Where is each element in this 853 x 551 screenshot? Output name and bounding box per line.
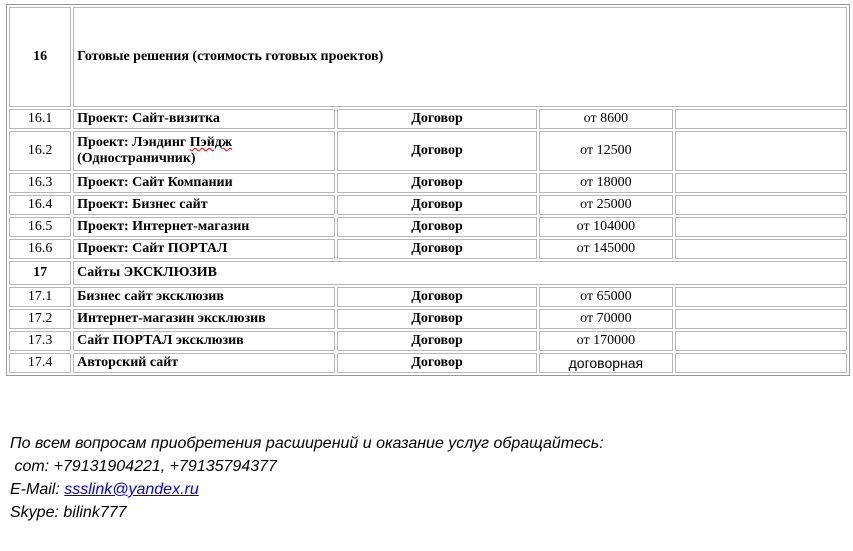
row-empty-cell bbox=[675, 287, 847, 307]
row-number: 16.5 bbox=[9, 217, 71, 237]
row-empty-cell bbox=[675, 131, 847, 171]
row-number: 16.3 bbox=[9, 173, 71, 193]
row-price: договорная bbox=[539, 353, 672, 373]
email-label: E-Mail: bbox=[10, 481, 65, 498]
row-contract: Договор bbox=[337, 173, 537, 193]
row-price: от 104000 bbox=[539, 217, 672, 237]
table-row bbox=[9, 109, 847, 129]
row-number: 16.4 bbox=[9, 195, 71, 215]
section-title: Готовые решения (стоимость готовых проектов) bbox=[73, 7, 847, 107]
contacts-skype: Skype: bilink777 bbox=[10, 504, 127, 521]
row-name: Проект: Интернет-магазин bbox=[73, 217, 335, 237]
table-row bbox=[9, 353, 847, 373]
row-empty-cell bbox=[675, 109, 847, 129]
row-number: 17.4 bbox=[9, 353, 71, 373]
table-row bbox=[9, 217, 847, 237]
row-name: Интернет-магазин эксклюзив bbox=[73, 309, 335, 329]
row-contract: Договор bbox=[337, 131, 537, 171]
row-name: Авторский сайт bbox=[73, 353, 335, 373]
row-name: Проект: Сайт-визитка bbox=[73, 109, 335, 129]
row-name: Сайт ПОРТАЛ эксклюзив bbox=[73, 331, 335, 351]
table-row bbox=[9, 131, 847, 171]
table-row bbox=[9, 287, 847, 307]
row-price: от 145000 bbox=[539, 239, 672, 259]
row-empty-cell bbox=[675, 353, 847, 373]
table-row bbox=[9, 195, 847, 215]
row-name-spellcheck-word: Пэйдж bbox=[189, 135, 233, 150]
row-number: 17.3 bbox=[9, 331, 71, 351]
row-contract: Договор bbox=[337, 217, 537, 237]
row-name bbox=[73, 131, 335, 171]
row-number: 16.1 bbox=[9, 109, 71, 129]
row-name: Бизнес сайт эксклюзив bbox=[73, 287, 335, 307]
contacts-email-line bbox=[10, 478, 604, 501]
row-price: от 18000 bbox=[539, 173, 672, 193]
row-empty-cell bbox=[675, 173, 847, 193]
row-empty-cell bbox=[675, 217, 847, 237]
row-number: 16.2 bbox=[9, 131, 71, 171]
row-number: 16.6 bbox=[9, 239, 71, 259]
row-contract: Договор bbox=[337, 287, 537, 307]
table-row bbox=[9, 239, 847, 259]
row-number: 17.2 bbox=[9, 309, 71, 329]
row-contract: Договор bbox=[337, 239, 537, 259]
section-number: 17 bbox=[9, 261, 71, 285]
row-empty-cell bbox=[675, 309, 847, 329]
section-header-16 bbox=[9, 7, 847, 107]
table-row bbox=[9, 173, 847, 193]
row-contract: Договор bbox=[337, 309, 537, 329]
price-table bbox=[6, 4, 850, 376]
row-empty-cell bbox=[675, 331, 847, 351]
row-empty-cell bbox=[675, 195, 847, 215]
row-price: от 8600 bbox=[539, 109, 672, 129]
contacts-phones: com: +79131904221, +79135794377 bbox=[10, 458, 277, 475]
row-number: 17.1 bbox=[9, 287, 71, 307]
contacts-block bbox=[10, 432, 604, 524]
row-name: Проект: Сайт Компании bbox=[73, 173, 335, 193]
row-name-line2: (Одностраничник) bbox=[77, 151, 196, 166]
table-row bbox=[9, 309, 847, 329]
section-header-17 bbox=[9, 261, 847, 285]
row-contract: Договор bbox=[337, 195, 537, 215]
table-row bbox=[9, 331, 847, 351]
email-link[interactable]: ssslink@yandex.ru bbox=[64, 481, 199, 498]
row-price: от 170000 bbox=[539, 331, 672, 351]
row-empty-cell bbox=[675, 239, 847, 259]
section-title: Сайты ЭКСКЛЮЗИВ bbox=[73, 261, 847, 285]
row-name: Проект: Сайт ПОРТАЛ bbox=[73, 239, 335, 259]
section-number: 16 bbox=[9, 7, 71, 107]
row-contract: Договор bbox=[337, 353, 537, 373]
row-name: Проект: Бизнес сайт bbox=[73, 195, 335, 215]
row-price: от 12500 bbox=[539, 131, 672, 171]
row-name-part: Проект: Лэндинг bbox=[77, 135, 190, 150]
row-price: от 70000 bbox=[539, 309, 672, 329]
contacts-intro: По всем вопросам приобретения расширений и оказание услуг обращайтесь: bbox=[10, 435, 604, 452]
row-price: от 65000 bbox=[539, 287, 672, 307]
row-price: от 25000 bbox=[539, 195, 672, 215]
row-contract: Договор bbox=[337, 109, 537, 129]
row-contract: Договор bbox=[337, 331, 537, 351]
